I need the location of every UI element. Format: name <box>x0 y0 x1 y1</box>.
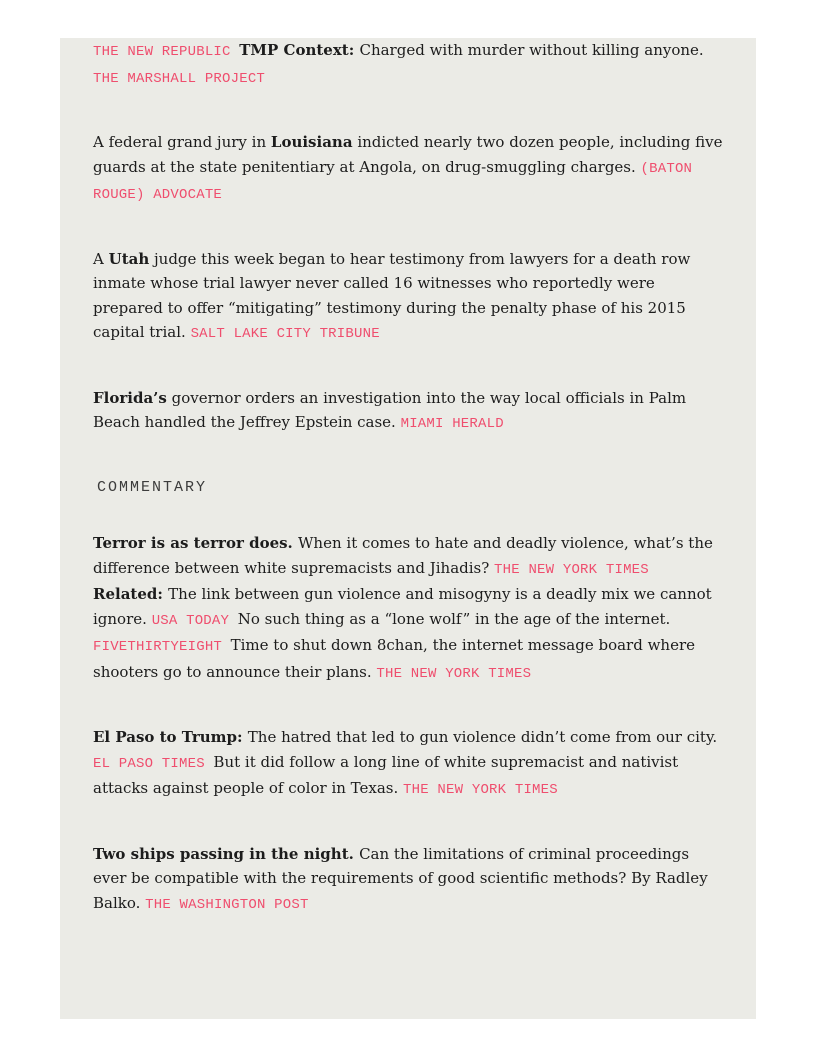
top-stories-section <box>93 38 723 437</box>
story-paragraph <box>93 531 723 686</box>
story-text: A <box>93 249 109 268</box>
story-text: Can the limitations of criminal proceedings ever be compatible with the requirements of good scientific methods? By Radley Balko. <box>93 844 708 912</box>
source-link[interactable]: THE WASHINGTON POST <box>145 896 309 913</box>
story-text: judge this week began to hear testimony from lawyers for a death row inmate whose trial lawyer never called 16 witnesses who reportedly were prepared to offer “mitigating” testimony during the penalty phase of his 2015 capital trial. <box>93 249 691 341</box>
story-text: The link between gun violence and misogyny is a deadly mix we cannot ignore. <box>93 585 712 628</box>
newsletter-body-panel <box>60 38 756 1019</box>
story-text: When it comes to hate and deadly violence, what’s the difference between white supremacists and Jihadis? <box>93 534 713 577</box>
story-lead: Louisiana <box>270 133 353 151</box>
story-lead: El Paso to Trump: <box>93 728 248 746</box>
story-paragraph <box>93 725 723 803</box>
commentary-stories-section <box>93 531 723 917</box>
story-lead: Utah <box>108 249 150 268</box>
source-link[interactable]: EL PASO TIMES <box>93 755 214 772</box>
story-paragraph <box>93 38 723 91</box>
story-text: A federal grand jury in <box>93 133 271 151</box>
source-link[interactable]: SALT LAKE CITY TRIBUNE <box>190 326 380 342</box>
story-text: But it did follow a long line of white supremacist and nativist attacks against people of color in Texas. <box>93 752 679 797</box>
story-paragraph <box>93 842 723 918</box>
story-lead: Terror is as terror does. <box>93 534 299 552</box>
story-lead: Two ships passing in the night. <box>93 844 360 863</box>
story-text: Charged with murder without killing anyone. <box>359 41 704 59</box>
source-link[interactable]: MIAMI HERALD <box>400 416 504 432</box>
story-text: governor orders an investigation into the way local officials in Palm Beach handled the Jeffrey Epstein case. <box>93 388 687 431</box>
commentary-section-label: COMMENTARY <box>97 478 208 496</box>
story-lead: Related: <box>93 585 169 603</box>
source-link[interactable]: (BATON ROUGE) ADVOCATE <box>93 160 693 203</box>
story-paragraph <box>93 247 723 347</box>
source-link[interactable]: THE NEW YORK TIMES <box>494 561 649 578</box>
story-text: No such thing as a “lone wolf” in the age of the internet. <box>237 609 671 628</box>
story-lead: TMP Context: <box>239 41 360 59</box>
story-text: The hatred that led to gun violence didn’t come from our city. <box>247 728 718 746</box>
story-lead: Florida’s <box>93 388 167 407</box>
source-link[interactable]: FIVETHIRTYEIGHT <box>93 639 231 655</box>
source-link[interactable]: USA TODAY <box>151 612 238 629</box>
story-text: Time to shut down 8chan, the internet message board where shooters go to announce their plans. <box>93 636 696 681</box>
newsletter-content <box>60 38 756 917</box>
story-text: indicted nearly two dozen people, including five guards at the state penitentiary at Angola, on drug-smuggling charges. <box>93 133 723 176</box>
source-link[interactable]: THE MARSHALL PROJECT <box>93 70 266 87</box>
story-paragraph <box>93 130 723 208</box>
story-paragraph <box>93 386 723 437</box>
source-link[interactable]: THE NEW REPUBLIC <box>93 44 240 60</box>
source-link[interactable]: THE NEW YORK TIMES <box>376 665 532 682</box>
source-link[interactable]: THE NEW YORK TIMES <box>403 782 558 798</box>
